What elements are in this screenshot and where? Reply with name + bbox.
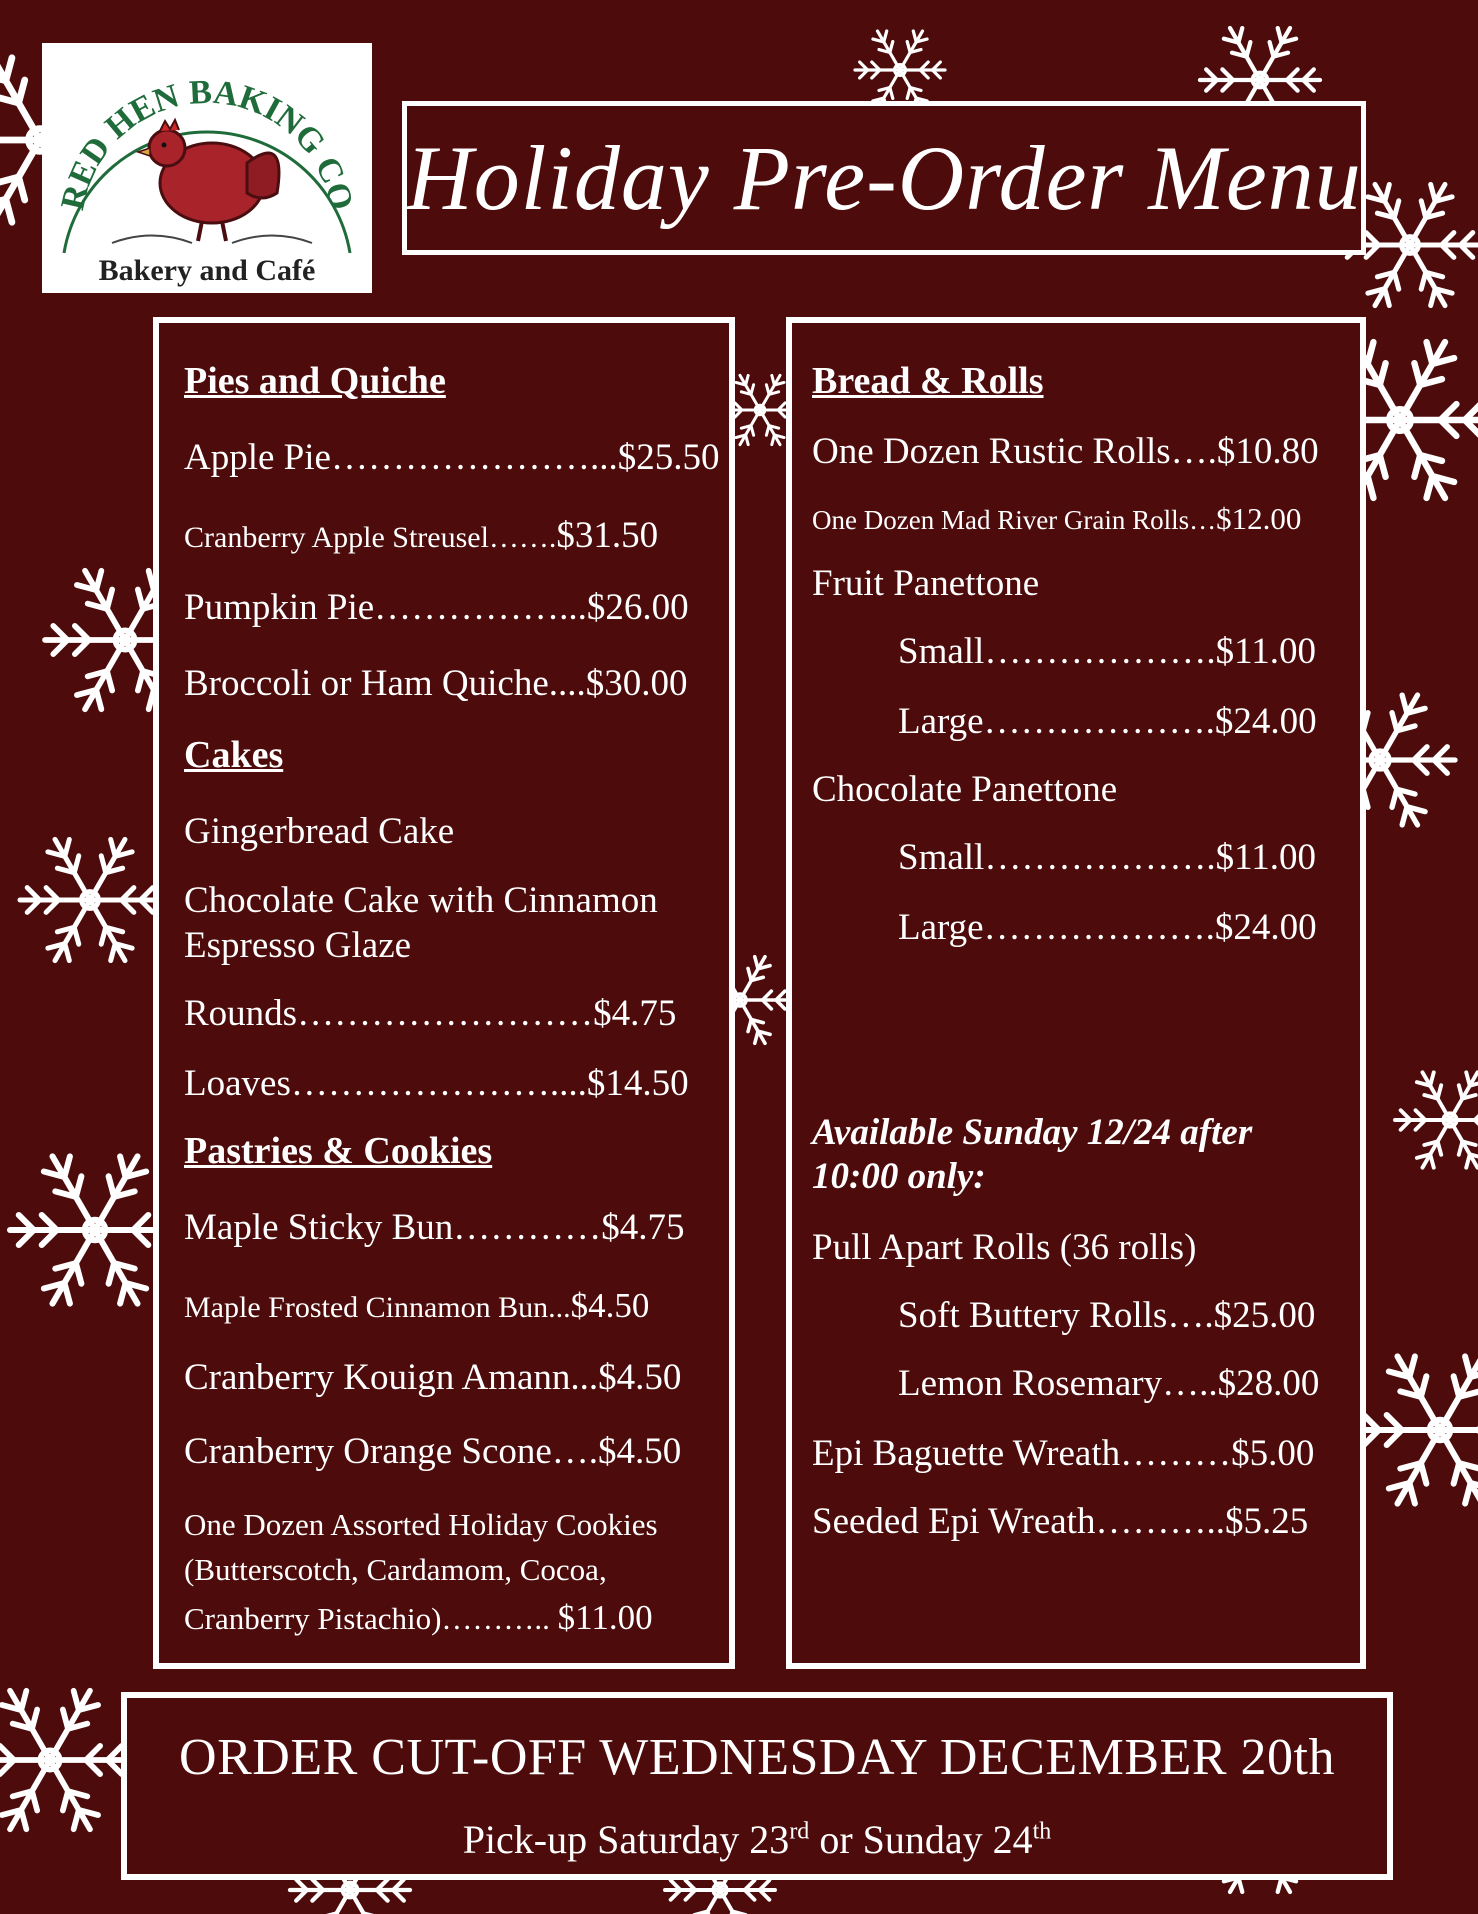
leader-dots: ……………... (374, 587, 587, 628)
menu-item (812, 1433, 1314, 1476)
leader-dots: ... (570, 1357, 599, 1398)
item-name: Apple Pie (184, 437, 331, 478)
item-name: Rounds (184, 993, 298, 1034)
leader-dots: …. (551, 1431, 599, 1472)
item-name: Gingerbread Cake (184, 811, 455, 852)
menu-item (898, 701, 1317, 744)
item-name: One Dozen Mad River Grain Rolls (812, 505, 1190, 535)
item-price: $5.25 (1224, 1501, 1309, 1542)
menu-item (184, 587, 689, 630)
item-name: Lemon Rosemary (898, 1363, 1163, 1404)
leader-dots: ... (548, 1291, 571, 1324)
item-name: Chocolate Panettone (812, 769, 1118, 810)
item-name: Cranberry Orange Scone (184, 1431, 552, 1472)
bakery-logo (42, 43, 372, 293)
logo-arc-text: RED HEN BAKING CO (54, 73, 360, 214)
menu-item (898, 907, 1317, 950)
item-name: Pumpkin Pie (184, 587, 375, 628)
item-name: Espresso Glaze (184, 925, 412, 966)
menu-item (812, 431, 1319, 474)
hen-icon (112, 120, 312, 243)
item-price: $4.75 (601, 1207, 685, 1248)
logo-subtitle: Bakery and Café (98, 254, 316, 287)
menu-item (184, 1357, 681, 1400)
item-name: One Dozen Rustic Rolls (812, 431, 1171, 472)
cookies-line: (Butterscotch, Cardamom, Cocoa, (184, 1551, 607, 1587)
availability-note: Available Sunday 12/24 after 10:00 only: (812, 1112, 1253, 1198)
item-name: Large (898, 907, 984, 948)
menu-item (184, 880, 658, 923)
leader-dots: ………… (453, 1207, 602, 1248)
item-price: $25.50 (617, 437, 720, 478)
title-box (402, 101, 1366, 255)
item-name: Broccoli or Ham Quiche (184, 663, 549, 704)
item-name: Maple Sticky Bun (184, 1207, 454, 1248)
item-price: $5.00 (1231, 1433, 1315, 1474)
menu-item (184, 993, 676, 1036)
item-price: $31.50 (556, 515, 659, 556)
snowflake-icon (1395, 1072, 1478, 1167)
snowflake-icon (0, 1691, 130, 1830)
item-name: Loaves (184, 1063, 291, 1104)
item-price: $12.00 (1216, 501, 1302, 536)
item-price: $30.00 (585, 663, 688, 704)
menu-item (812, 501, 1301, 537)
item-name: Maple Frosted Cinnamon Bun (184, 1291, 549, 1324)
leader-dots: …………………... (330, 437, 618, 478)
item-name: Large (898, 701, 984, 742)
menu-item (898, 837, 1316, 880)
item-price: $4.75 (593, 993, 677, 1034)
menu-item (184, 1431, 681, 1474)
item-name: Small (898, 837, 985, 878)
leader-dots: …. (1167, 1295, 1214, 1336)
cookies-line: One Dozen Assorted Holiday Cookies (184, 1507, 658, 1542)
item-name: Fruit Panettone (812, 563, 1040, 604)
item-name: Epi Baguette Wreath (812, 1433, 1121, 1474)
leader-dots: ………………. (983, 701, 1215, 742)
leader-dots: …. (1170, 431, 1217, 472)
leader-dots: ……. (488, 521, 557, 554)
section-heading-pastries: Pastries & Cookies (184, 1130, 493, 1172)
menu-item (184, 925, 411, 968)
menu-column-right (786, 317, 1366, 1669)
cookies-item (184, 1503, 724, 1644)
section-heading-cakes: Cakes (184, 734, 284, 776)
item-name: Pull Apart Rolls (36 rolls) (812, 1227, 1197, 1268)
leader-dots: ……….. (441, 1600, 550, 1636)
section-heading-pies: Pies and Quiche (184, 360, 446, 402)
leader-dots: ………………. (984, 837, 1216, 878)
cookies-line: Cranberry Pistachio)……….. $11.00 (184, 1597, 653, 1637)
leader-dots: ….. (1162, 1363, 1218, 1404)
item-price: $11.00 (557, 1597, 653, 1637)
item-price: $11.00 (1215, 837, 1316, 878)
menu-column-left (153, 317, 735, 1669)
item-price: $4.50 (570, 1286, 650, 1325)
menu-item (812, 1501, 1308, 1544)
leader-dots: ………………. (983, 907, 1215, 948)
menu-item (812, 769, 1117, 812)
leader-dots: .... (548, 663, 586, 704)
item-name: Seeded Epi Wreath (812, 1501, 1096, 1542)
item-name: Cranberry Kouign Amann (184, 1357, 571, 1398)
pickup-dates: Pick-up Saturday 23rd or Sunday 24th (462, 1817, 1052, 1862)
menu-item (184, 1207, 685, 1250)
snowflake-icon (855, 31, 945, 109)
menu-item (184, 515, 658, 558)
leader-dots: ………………….... (290, 1063, 587, 1104)
item-name: Small (898, 631, 985, 672)
item-price: $11.00 (1215, 631, 1316, 672)
snowflake-icon (1355, 1356, 1478, 1503)
leader-dots: … (1189, 505, 1217, 535)
item-price: $4.50 (598, 1357, 682, 1398)
leader-dots: ………………. (984, 631, 1216, 672)
menu-item (812, 1227, 1196, 1270)
item-price: $24.00 (1214, 701, 1317, 742)
item-price: $24.00 (1214, 907, 1317, 948)
menu-item (898, 1295, 1315, 1338)
menu-item (812, 563, 1039, 606)
menu-item (898, 631, 1316, 674)
leader-dots: ……….. (1095, 1501, 1225, 1542)
item-price: $28.00 (1217, 1363, 1320, 1404)
item-price: $25.00 (1213, 1295, 1316, 1336)
order-cutoff-box (121, 1692, 1393, 1880)
item-price: $10.80 (1216, 431, 1319, 472)
order-cutoff-text: ORDER CUT-OFF WEDNESDAY DECEMBER 20th (179, 1729, 1335, 1786)
menu-item (184, 663, 688, 706)
item-price: $26.00 (586, 587, 689, 628)
menu-item (898, 1363, 1319, 1406)
menu-item (184, 811, 454, 854)
menu-item (184, 437, 719, 480)
item-name: Cranberry Apple Streusel (184, 521, 489, 554)
leader-dots: ……… (1120, 1433, 1232, 1474)
section-heading-bread: Bread & Rolls (812, 360, 1044, 402)
leader-dots: …………………… (297, 993, 594, 1034)
item-price: $4.50 (598, 1431, 682, 1472)
snowflake-icon (20, 839, 160, 960)
page-title: Holiday Pre-Order Menu (406, 127, 1362, 229)
item-price: $14.50 (586, 1063, 689, 1104)
menu-item (184, 1286, 649, 1326)
item-name: Soft Buttery Rolls (898, 1295, 1168, 1336)
menu-item (184, 1063, 689, 1106)
item-name: Chocolate Cake with Cinnamon (184, 880, 658, 921)
